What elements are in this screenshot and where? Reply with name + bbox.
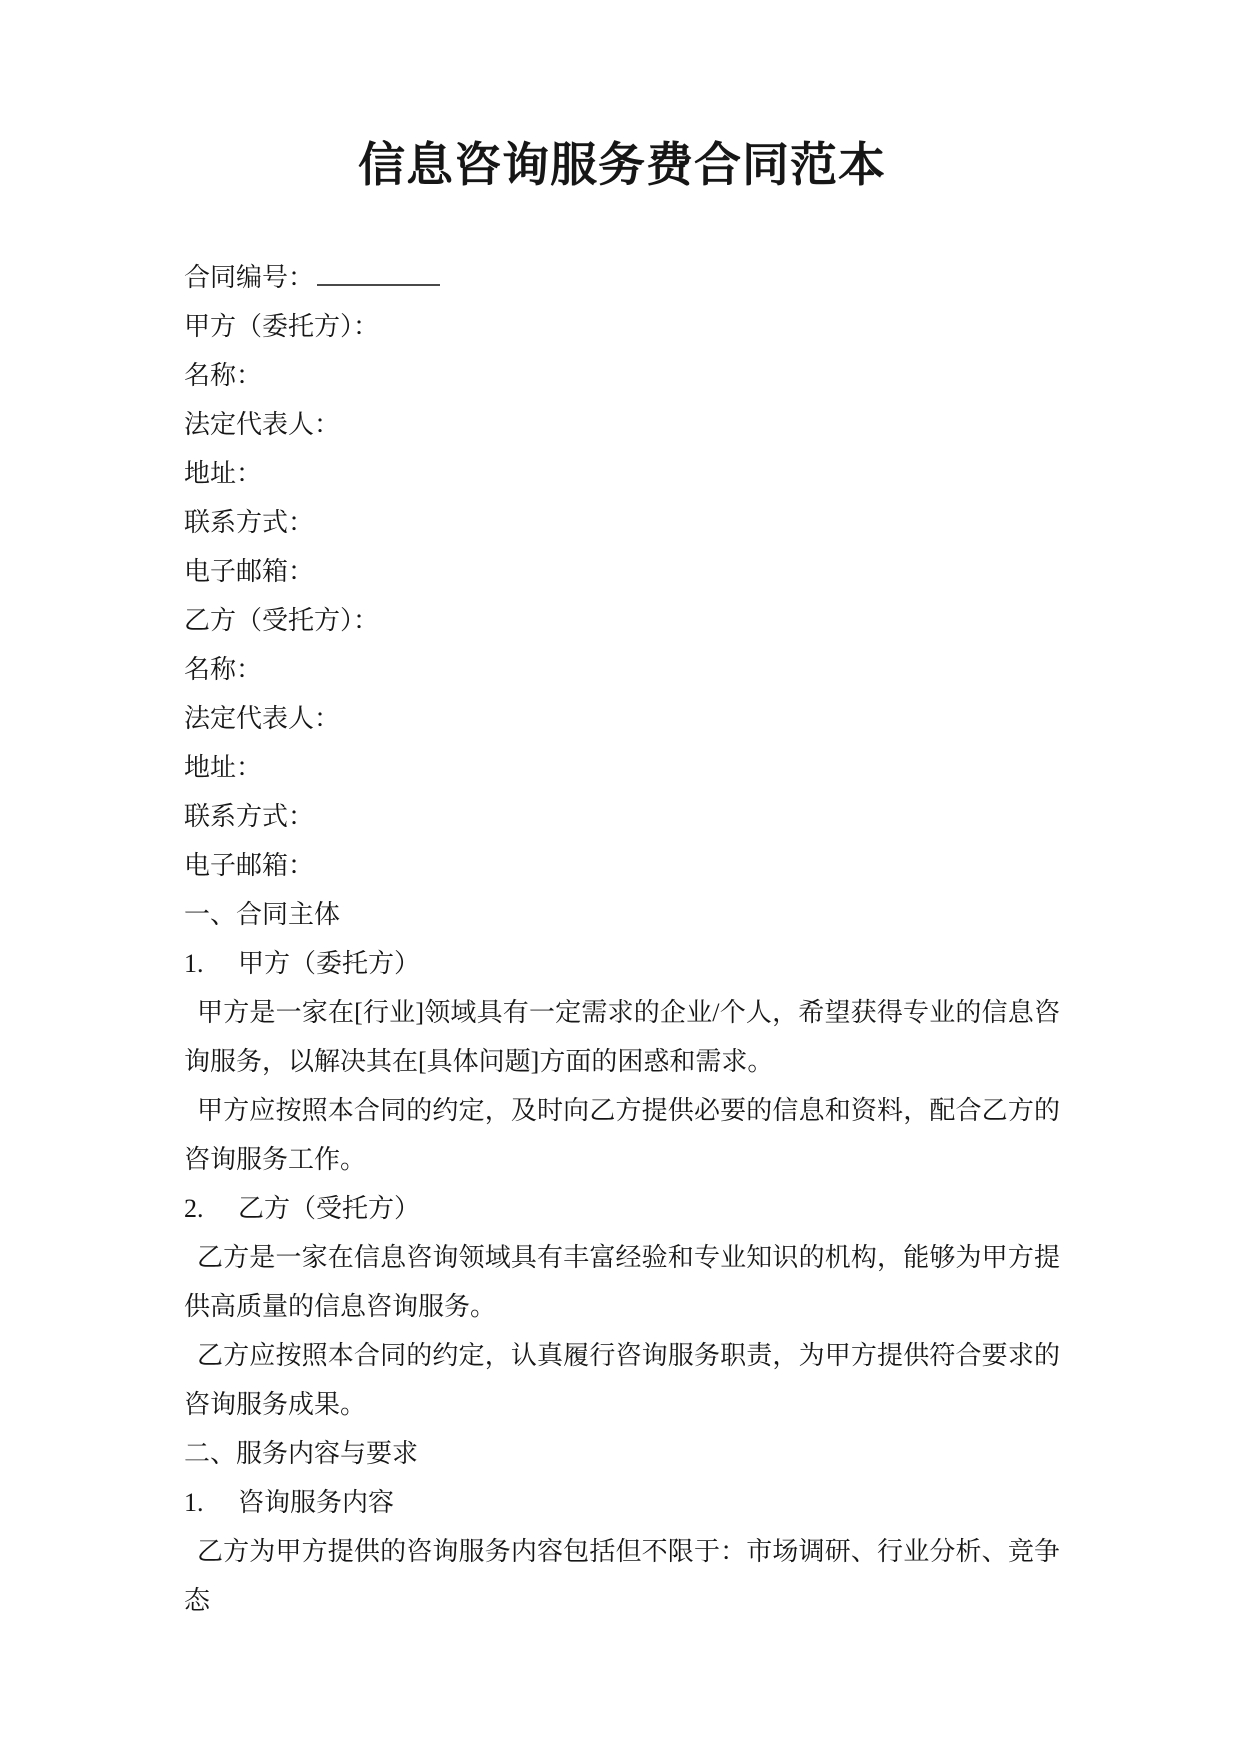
document-body — [184, 253, 1060, 1625]
doc-text: 名称： — [184, 655, 263, 684]
doc-line-field — [184, 351, 1060, 400]
doc-text: 电子邮箱： — [184, 851, 315, 880]
doc-line-field — [184, 645, 1060, 694]
doc-line-para — [184, 988, 1060, 1086]
doc-line-field — [184, 792, 1060, 841]
doc-text: 联系方式： — [184, 508, 315, 537]
doc-line-field — [184, 841, 1060, 890]
doc-text: 法定代表人： — [184, 410, 341, 439]
doc-text: 电子邮箱： — [184, 557, 315, 586]
section-heading-text: 一、合同主体 — [184, 900, 341, 929]
doc-line-field — [184, 743, 1060, 792]
doc-line-field — [184, 400, 1060, 449]
section-heading-text: 二、服务内容与要求 — [184, 1439, 419, 1468]
doc-text: 地址： — [184, 459, 263, 488]
doc-line-field — [184, 694, 1060, 743]
document-title: 信息咨询服务费合同范本 — [358, 140, 886, 192]
doc-text: 甲方是一家在[行业]领域具有一定需求的企业/个人，希望获得专业的信息咨询服务，以解决其在[具体问题]方面的困惑和需求。 — [184, 998, 1060, 1076]
doc-text: 乙方为甲方提供的咨询服务内容包括但不限于：市场调研、行业分析、竞争态 — [184, 1537, 1060, 1615]
doc-line-numbered — [184, 1184, 1060, 1233]
doc-line-field — [184, 498, 1060, 547]
doc-text: 法定代表人： — [184, 704, 341, 733]
doc-line-field — [184, 449, 1060, 498]
doc-text: 乙方（受托方）： — [184, 606, 380, 635]
doc-line-para — [184, 1233, 1060, 1331]
doc-text: 甲方（委托方）： — [184, 312, 380, 341]
doc-text: 名称： — [184, 361, 263, 390]
doc-text: 甲方应按照本合同的约定，及时向乙方提供必要的信息和资料，配合乙方的咨询服务工作。 — [184, 1096, 1060, 1174]
doc-line-field — [184, 596, 1060, 645]
doc-text: 乙方是一家在信息咨询领域具有丰富经验和专业知识的机构，能够为甲方提供高质量的信息咨询服务。 — [184, 1243, 1060, 1321]
doc-text: 地址： — [184, 753, 263, 782]
doc-text: 联系方式： — [184, 802, 315, 831]
doc-text: 乙方应按照本合同的约定，认真履行咨询服务职责，为甲方提供符合要求的咨询服务成果。 — [184, 1341, 1060, 1419]
doc-line-numbered — [184, 939, 1060, 988]
doc-text: 咨询服务内容 — [238, 1488, 395, 1517]
doc-line-para — [184, 1331, 1060, 1429]
doc-line-field — [184, 302, 1060, 351]
doc-line-numbered — [184, 1478, 1060, 1527]
item-number: 2. — [184, 1194, 204, 1223]
item-number: 1. — [184, 1488, 204, 1517]
doc-line-heading — [184, 1429, 1060, 1478]
doc-text: 甲方（委托方） — [238, 949, 421, 978]
fill-in-blank-line — [317, 258, 440, 286]
doc-text: 合同编号： — [184, 263, 315, 292]
doc-text: 乙方（受托方） — [238, 1194, 421, 1223]
doc-line-field_blank — [184, 253, 1060, 302]
doc-line-para — [184, 1086, 1060, 1184]
doc-line-heading — [184, 890, 1060, 939]
doc-line-para — [184, 1527, 1060, 1625]
item-number: 1. — [184, 949, 204, 978]
doc-line-field — [184, 547, 1060, 596]
